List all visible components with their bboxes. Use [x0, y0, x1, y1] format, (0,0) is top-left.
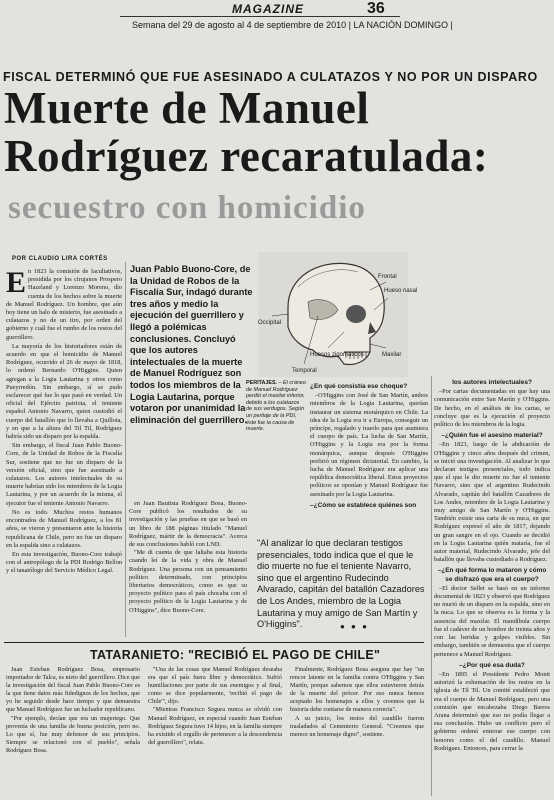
interview-question: –¿Quién fue el asesino material?: [441, 432, 543, 440]
interview-answer: –O'Higgins con José de San Martín, ambos miembros de la Logia Lautarina, querían instaurar un sistema monárquico en Chile. La idea de la Logia era ir a Europa, conseguir un príncipe, regalado y traerlo para que asumiera el cuerpo de país. La lucha de San Martín, O'Higgins y la Logia era por la forma monárquica, aunque después O'Higgins prefirió un régimen dictatorial. En cambio, la lucha de Manuel Rodríguez era aplicar una república democrática liberal. Estos proyectos políticos se oponían y Manuel Rodríguez fue asesinado por la Logia Lautarina.: [310, 392, 428, 498]
label-occipital: Occipital: [258, 320, 282, 326]
caption-text: – El cráneo de Manuel Rodríguez perdió el maxilar inferior, debido a los culatazos de sus verdugos. Según un peritaje de la PDI, éste fue la causa de muerte.: [246, 380, 306, 433]
article-column-3: [310, 380, 428, 511]
label-temporal: Temporal: [292, 368, 317, 374]
callout-text: Juan Pablo Buono-Core, de la Unidad de Robos de la Fiscalía Sur, indagó durante tres años y medio la ejecución del guerrillero y llegó a polémicas conclusiones. Concluyó que los autores intelectuales de la muerte de Manuel Rodríguez son todos los miembros de la Logia Lautarina, porque votaron por unanimidad la eliminación del guerrillero.: [130, 264, 253, 425]
interview-question: los autores intelectuales?: [452, 379, 532, 386]
body-paragraph: Sin embargo, el fiscal Juan Pablo Buono-Core, de la Unidad de Robos de la Fiscalía Sur, sostiene que no fue un disparo de la versión oficial, sino que fue asesinado a culatazos. Los autores intelectuales de su muerte habrían sido los miembros de la Logia Lautarina, y por un acuerdo de la misma, el ejecutor fue el teniente Antonio Navarro.: [6, 442, 122, 507]
body-paragraph: En esta investigación, Buono-Core trabajó con el antropólogo de la PDI Rodrigo Bellon y el tanatólogo del Servicio Médico Legal.: [6, 550, 122, 575]
interview-question: –¿Por qué esa duda?: [459, 661, 525, 669]
column-divider: [125, 262, 126, 637]
interview-answer: –Por cartas documentadas en que hay una comunicación entre San Martín y O'Higgins. De hecho, en el análisis de los cartas, se concluye que es la ejecución el proyecto político de los miembros de la logia.: [434, 388, 550, 429]
article-column-4: [434, 376, 550, 753]
sidebar-paragraph: "Mientras Francisco Segura nunca se olvidó con Manuel Rodríguez, en especial cuando Juan Esteban Rodríguez Segura tuvo 14 hijos, en la familia siempre ha existido el orgullo de pertenecer a la descendencia del guerrillero", relata.: [148, 706, 282, 746]
interview-answer: –En 1895 el Presidente Pedro Montt autorizó la exhumación de los restos en la iglesia de Til Til. Un comité estableció que era el cuerpo de Manuel Rodríguez, pero una comisión que encabezaba Diego Barros Arana determinó que eso no podía llegar a esa conclusión. Hubo un conflicto pero el gobierno ordenó enterrar ese cuerpo con honores como el del caudillo. Manuel Rodríguez. Entonces, para cerrar la: [434, 670, 550, 752]
sidebar-body: [6, 666, 424, 798]
body-paragraph: "Me di cuenta de que faltaba esta historia cuando leí de la vida y obra de Manuel Rodríguez. Una persona con un pensamiento político determinado, con principios libertarios democráticos, como es que su proyecto político para el país chocaba con el proyecto político de la Logia Lautarina y de O'Higgins", dice Buono-Core.: [129, 549, 247, 614]
headline-line-2: Rodríguez recaratulada:: [4, 131, 489, 181]
article-column-2: [129, 500, 247, 615]
caption-label: PERITAJES.: [246, 380, 278, 386]
sidebar-paragraph: A su juicio, los restos del caudillo fueron trasladados al Cementerio General. "Creemos que merece un homenaje digno", sostiene.: [290, 714, 424, 738]
sidebar-paragraph: "Por ejemplo, decían que era un mujeriego. Que provenía de una familia de buena posición, pero no. Lo que sí, fue muy defensor de sus principios. Siempre se relacionó con el pueblo", señala Rodríguez Bosa.: [6, 714, 140, 754]
opening-paragraph: En 1823 la comisión de facultativos, presidida por los cirujanos Prospero Hazeland y Lorenzo Moreno, dio cuenta de los hechos sobre la muerte de Manuel Rodríguez. Un hombre, que aún hoy tiene un halo de misterio, fue asesinado a culatazos y no de un tiro, por orden del gobierno y cuál fue el rumbo de los restos del guerrillero.: [6, 266, 122, 341]
drop-cap: E: [6, 266, 27, 299]
sidebar-paragraph: Finalmente, Rodríguez Bosa asegura que hay "un rencor latente en la familia contra O'Higgins y San Martín, porque sabemos que ellos estuvieron detrás de la muerte del prócer. Por eso nunca hemos aceptado los homenajes a ellos y creemos que la historia debe contarse de manera correcta".: [290, 666, 424, 714]
interview-answer: –El doctor Sellet se basó en un informe documental de 1823 y observó que Rodríguez no murió de un disparo en la espalda, sino en la nuca. Lo que se observa es la forma y la ausencia del maxilar. El mandíbula cuerpo fue el cadáver de un hombre de treinta años y con las heridas y golpes visibles. Sin embargo, también se demuestra que el cuerpo pertenece a Manuel Rodríguez.: [434, 584, 550, 658]
interview-question: ¿En qué consistía ese choque?: [310, 383, 408, 390]
label-hueso-nasal: Hueso nasal: [384, 288, 418, 294]
dateline: Semana del 29 de agosto al 4 de septiembre de 2010 | LA NACIÓN DOMINGO |: [132, 20, 453, 30]
body-paragraph: No es todo. Muchos restos humanos encontrados de Manuel Rodríguez, a los 81 años, se vieron y presentaron ante la historia republicana de Chile, pero no fue un disparo en la espalda sino a culatazos.: [6, 508, 122, 549]
pull-quote: "Al analizar lo que declaran testigos presenciales, todo indica que el que le dio muerte no fue el teniente Navarro, sino que el argentino Rudecindo Alvarado, capitán del batallón Cazadores de Los Andes, miembro de la Logia Lautarina y muy amigo de San Martín y O'Higgins".: [257, 538, 425, 630]
orbit-shape: [346, 305, 366, 323]
subheadline: secuestro con homicidio: [8, 190, 366, 226]
label-maxilar: Maxilar: [382, 352, 402, 358]
article-column-1: [6, 268, 122, 577]
sidebar-paragraph: "Una de las cosas que Manuel Rodríguez deseaba era que el país fuera libre y democrático. Sufrió humillaciones por parte de sus enemigos y al final, como se dice popularmente, 'recibió el pago de Chile'", dijo.: [148, 666, 282, 706]
figure-caption: [246, 380, 306, 433]
interview-answer: –En 1823, luego de la abdicación de O'Higgins y cinco años después del crimen, se inició una investigación. Al analizar lo que declaran testigos presenciales, todo indica que el que le dio muerte no fue el teniente Navarro, sino que el argentino Rudecindo Alvarado, capitán del batallón Cazadores de Los Andes, miembro de la Logia Lautarina y muy amigo de San Martín y O'Higgins. También existe una carta de su nuca, en que Rodríguez expresó el año de 1817, dejando un gran sangre en el ojo. Cuando se decidió en la Logia Lautarina quién mataría, fue el autor material, Rudecindo Alvarado, jefe del batallón que llevaba custodiado a Rodríguez.: [434, 441, 550, 564]
header-rule: [120, 16, 400, 17]
byline: POR CLAUDIO LIRA CORTÉS: [12, 256, 108, 262]
headline: [4, 84, 488, 180]
page-number: 36: [367, 0, 385, 17]
kicker: FISCAL DETERMINÓ QUE FUE ASESINADO A CULATAZOS Y NO POR UN DISPARO: [3, 70, 538, 84]
section-name: MAGAZINE: [232, 2, 304, 16]
sidebar-title: TATARANIETO: "RECIBIÓ EL PAGO DE CHILE": [90, 648, 381, 662]
interview-question: –¿En qué forma lo mataron y cómo se disfrazó que era el cuerpo?: [437, 567, 547, 583]
ornament-dots: ● ● ●: [340, 622, 369, 631]
body-paragraph: La mayoría de los historiadores están de acuerdo en que el homicidio de Manuel Rodríguez, ocurrido el 26 de mayo de 1818, lo ordenó Bernardo O'Higgins. Quien agregan a la Logia Lautarina y otros como Pueyrredón. Sin embargo, sí se pudo esclarecer qué fue lo que pasó en verdad. Un oficial del Ejército patriota, el teniente español Antonio Navarro, quien custodió el cuerpo del batallón que lo llevaba a Quillota, y en que a la altura del Til Til, Rodríguez habría sido un disparo por la espalda.: [6, 342, 122, 441]
body-paragraph: en Juan Bautista Rodríguez Bosa, Buono-Core publicó los resultados de su investigación y las pruebas en que se basó en un libro de 188 páginas titulado "Manuel Rodríguez, mártir de la democracia". Acerca de sus conclusiones habló con LND.: [129, 500, 247, 549]
sidebar-rule: [4, 642, 424, 643]
label-huesos-zigomaticos: Huesos zigomáticos: [310, 352, 364, 358]
interview-question: –¿Cómo se establece quiénes son: [310, 501, 417, 509]
headline-line-1: Muerte de Manuel: [4, 83, 370, 133]
sidebar-paragraph: Juan Esteban Rodríguez Bosa, empresario importador de Talca, es nieto del guerrillero. Dice que la investigación del fiscal Juan Pablo Buono-Core es la que tiene datos más fidedignos de los hechos, que yo he seguido desde hace tiempo y que demuestra que Manuel Rodríguez fue un luchador republicano.: [6, 666, 140, 714]
label-frontal: Frontal: [378, 274, 397, 280]
column-divider: [431, 376, 432, 796]
skull-illustration: [258, 252, 418, 377]
